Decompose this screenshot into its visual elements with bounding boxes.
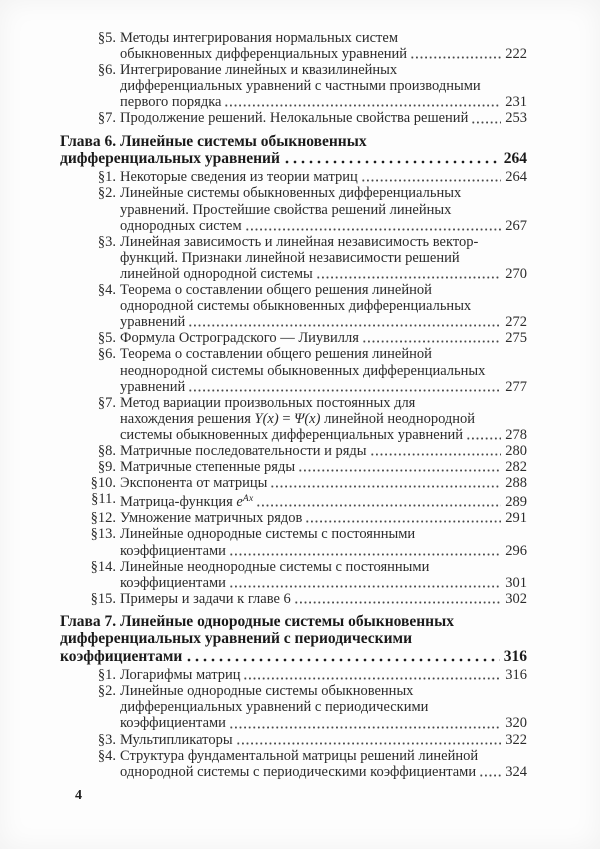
toc-line [120,575,527,591]
dot-leader [188,314,501,330]
section-marker: §2. [97,683,116,700]
section-marker: §9. [97,459,116,476]
dot-leader [243,667,501,683]
section-marker: §7. [97,110,116,127]
dot-leader [185,648,499,665]
toc-line [120,559,527,575]
toc-line [120,667,527,683]
toc-line [120,510,527,526]
toc-line [120,427,527,443]
toc-line-text: Примеры и задачи к главе 6 [120,590,291,607]
plain-text: линейной неоднородной [320,410,476,427]
toc-line-text: Матричные степенные ряды [120,459,296,476]
section-marker: §7. [97,394,116,411]
page-ref: 291 [505,510,527,527]
toc-line-text: Методы интегрирования нормальных систем [120,30,398,46]
toc-line-text [120,411,475,427]
toc-list [60,30,527,780]
toc-line-text: коэффициентами [60,647,183,665]
toc-line-text: Продолжение решений. Нелокальные свойства решений [120,110,469,127]
plain-text: = [278,410,295,427]
dot-leader [370,443,502,459]
toc-line [60,150,527,167]
toc-section-entry [60,559,527,591]
dot-leader [362,330,501,346]
toc-line [120,764,527,780]
toc-line-text: Некоторые сведения из теории матриц [120,169,358,186]
toc-line [120,202,527,218]
toc-chapter-entry [60,613,527,665]
page-ref: 316 [505,667,527,684]
toc-line-text: Формула Остроградского — Лиувилля [120,330,359,347]
toc-line-text: Матричные последовательности и ряды [120,442,367,459]
toc-section-entry [60,748,527,780]
section-marker: §6. [97,346,116,363]
page-ref: 222 [505,46,527,63]
toc-line [120,30,527,46]
section-marker: §8. [97,442,116,459]
toc-line-text: уравнений [120,378,186,395]
dot-leader [294,591,501,607]
page-ref: 278 [505,426,527,443]
toc-line [60,133,527,150]
dot-leader [410,46,501,62]
page-ref: 324 [505,763,527,780]
toc-line [120,379,527,395]
toc-line [120,330,527,346]
toc-section-entry [60,234,527,282]
toc-line-text: Линейные системы обыкновенных дифференциальных [120,185,462,202]
toc-line [120,526,527,542]
page-ref: 253 [505,110,527,127]
page-ref: 288 [505,475,527,492]
toc-section-entry [60,732,527,748]
toc-line-text: Глава 6. Линейные системы обыкновенных [60,132,367,150]
page-ref: 267 [505,217,527,234]
toc-line [120,443,527,459]
toc-section-entry [60,185,527,233]
page-ref: 289 [505,494,527,511]
section-marker: §4. [97,282,116,299]
toc-section-entry [60,591,527,607]
page-ref: 264 [505,169,527,186]
toc-line-text: коэффициентами [120,574,226,591]
toc-section-entry [60,526,527,558]
toc-line [120,282,527,298]
toc-section-entry [60,667,527,683]
dot-leader [224,94,501,110]
dot-leader [316,266,502,282]
toc-line [120,266,527,282]
toc-section-entry [60,491,527,510]
toc-section-entry [60,395,527,443]
superscript-text: Ax [242,494,254,505]
toc-line-text: Линейная зависимость и линейная независимость вектор- [120,233,479,250]
toc-line-text: Структура фундаментальной матрицы решений линейной [120,747,479,764]
toc-line [120,475,527,491]
toc-line-text: дифференциальных уравнений [60,149,280,167]
toc-section-entry [60,330,527,346]
toc-line [120,591,527,607]
toc-line-text: Глава 7. Линейные однородные системы обыкновенных [60,612,454,630]
toc-line [120,543,527,559]
section-marker: §5. [97,330,116,347]
dot-leader [236,732,502,748]
toc-line-text: неоднородной системы обыкновенных дифференциальных [120,362,486,379]
dot-leader [229,543,501,559]
section-marker: §3. [97,731,116,748]
math-text: Y(x) [254,410,279,427]
page-ref: 316 [503,647,527,665]
section-marker: §1. [97,667,116,684]
toc-section-entry [60,475,527,491]
toc-line [60,630,527,647]
toc-line-text: Теорема о составлении общего решения линейной [120,282,432,299]
toc-line [120,218,527,234]
dot-leader [283,150,500,167]
dot-leader [479,764,501,780]
page-ref: 301 [505,574,527,591]
toc-line-text: Интегрирование линейных и квазилинейных [120,62,398,79]
toc-section-entry [60,110,527,126]
section-marker: §15. [90,590,116,607]
plain-text: Матрица-функция [120,494,237,511]
toc-section-entry [60,62,527,110]
toc-section-entry [60,282,527,330]
toc-line [120,748,527,764]
toc-line [120,62,527,78]
dot-leader [466,427,501,443]
toc-line [120,699,527,715]
dot-leader [245,218,502,234]
page-ref: 296 [505,542,527,559]
toc-line-text: однородных систем [120,217,242,234]
page-ref: 320 [505,715,527,732]
page-ref: 280 [505,442,527,459]
toc-line-text: Линейные однородные системы с постоянными [120,526,416,543]
section-marker: §13. [90,526,116,543]
toc-line-text: Линейные неоднородные системы с постоянными [120,558,430,575]
toc-line-text: первого порядка [120,94,222,111]
section-marker: §11. [91,491,116,508]
page-ref: 264 [503,149,527,167]
section-marker: §6. [97,62,116,79]
math-text: e [236,494,243,511]
toc-line [120,169,527,185]
toc-line [120,46,527,62]
toc-line [120,250,527,266]
dot-leader [270,475,501,491]
toc-line [120,411,527,427]
toc-section-entry [60,683,527,731]
dot-leader [256,491,501,510]
toc-section-entry [60,346,527,394]
toc-line [120,363,527,379]
toc-line [120,185,527,201]
section-marker: §5. [97,30,116,46]
toc-section-entry [60,169,527,185]
toc-line-text: линейной однородной системы [120,265,313,282]
toc-line [120,732,527,748]
toc-line [120,715,527,731]
toc-line [120,298,527,314]
math-text: Ψ(x) [294,410,321,427]
toc-line [120,459,527,475]
page-number: 4 [75,788,82,803]
toc-line-text: системы обыкновенных дифференциальных уравнений [120,426,463,443]
toc-line-text: обыкновенных дифференциальных уравнений [120,46,408,63]
section-marker: §3. [97,233,116,250]
toc-line [120,491,527,510]
section-marker: §1. [97,169,116,186]
section-marker: §12. [90,510,116,527]
toc-line-text: функций. Признаки линейной независимости решений [120,249,460,266]
plain-text: нахождения решения [120,410,255,427]
toc-section-entry [60,443,527,459]
toc-line [120,395,527,411]
toc-line-text: дифференциальных уравнений с периодическими [120,699,429,716]
page-ref: 282 [505,459,527,476]
dot-leader [298,459,501,475]
dot-leader [229,715,501,731]
toc-section-entry [60,459,527,475]
toc-line-text: Теорема о составлении общего решения линейной [120,346,432,363]
dot-leader [305,510,501,526]
toc-line-text: коэффициентами [120,715,226,732]
toc-line [120,683,527,699]
toc-line [60,613,527,630]
toc-line-text: дифференциальных уравнений с частными производными [120,78,481,95]
toc-line-text: однородной системы обыкновенных дифференциальных [120,298,472,315]
page-ref: 322 [505,731,527,748]
dot-leader [471,110,501,126]
toc-line-text: уравнений. Простейшие свойства решений линейных [120,201,452,218]
toc-line-text: дифференциальных уравнений с периодическими [60,630,413,648]
dot-leader [229,575,501,591]
toc-line [120,94,527,110]
toc-line [60,648,527,665]
toc-section-entry [60,510,527,526]
toc-line-text: Линейные однородные системы обыкновенных [120,683,414,700]
page-ref: 302 [505,590,527,607]
page-ref: 270 [505,265,527,282]
toc-line [120,78,527,94]
dot-leader [361,169,502,185]
section-marker: §10. [90,475,116,492]
section-marker: §4. [97,747,116,764]
toc-line-text: Умножение матричных рядов [120,510,303,527]
toc-line-text: Метод вариации произвольных постоянных для [120,394,416,411]
page-ref: 275 [505,330,527,347]
toc-line [120,346,527,362]
toc-line-text: однородной системы с периодическими коэффициентами [120,763,477,780]
toc-line-text: уравнений [120,314,186,331]
toc-line [120,234,527,250]
toc-line-text: коэффициентами [120,542,226,559]
toc-line [120,110,527,126]
toc-chapter-entry [60,133,527,168]
toc-line-text [120,491,253,510]
section-marker: §2. [97,185,116,202]
toc-section-entry [60,30,527,62]
toc-line-text: Мультипликаторы [120,731,233,748]
toc-line-text: Экспонента от матрицы [120,475,268,492]
page-ref: 272 [505,314,527,331]
section-marker: §14. [90,558,116,575]
dot-leader [188,379,501,395]
page-ref: 277 [505,378,527,395]
toc-line [120,314,527,330]
page-ref: 231 [505,94,527,111]
toc-line-text: Логарифмы матриц [120,667,241,684]
